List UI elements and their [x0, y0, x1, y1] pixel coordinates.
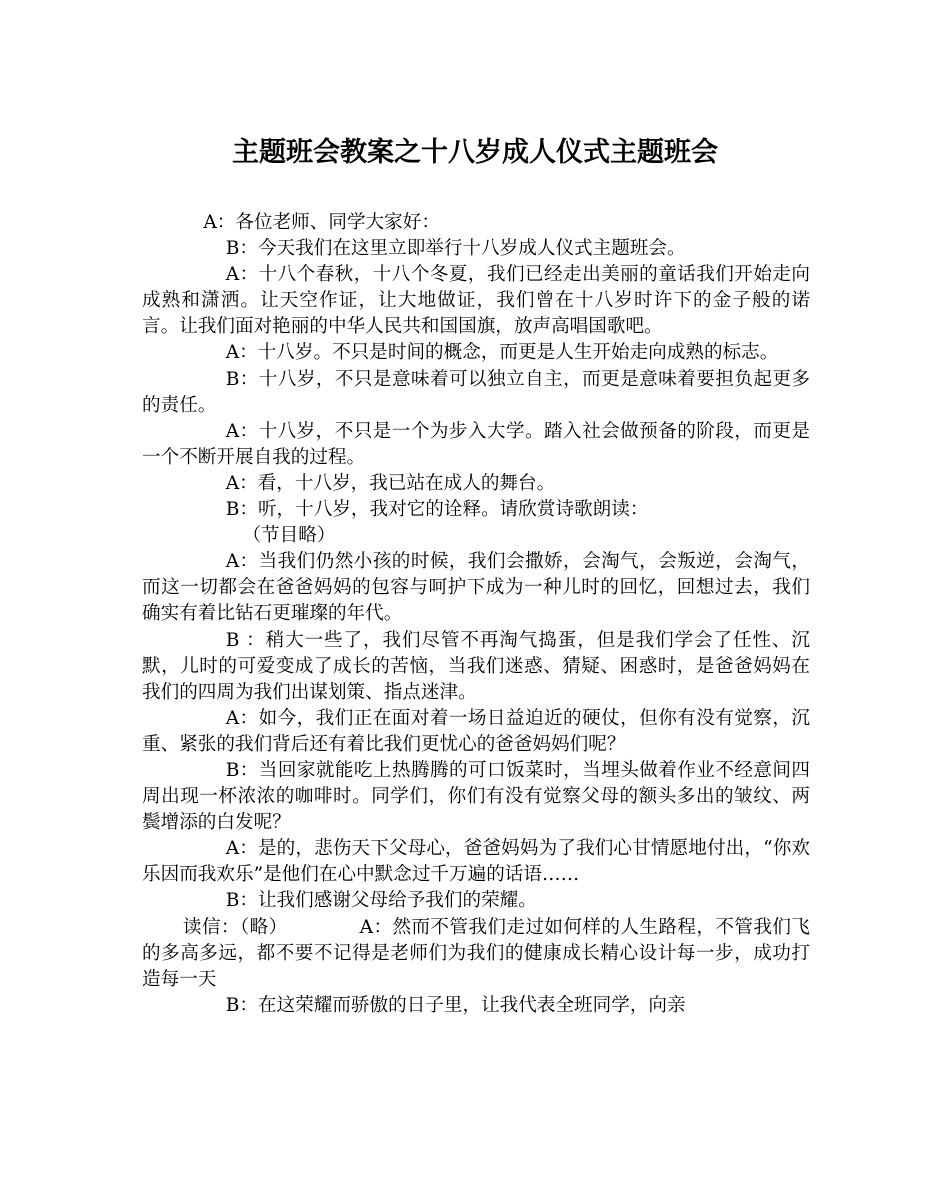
paragraph: A：十八个春秋，十八个冬夏，我们已经走出美丽的童话我们开始走向成熟和潇洒。让天空作证，让大地做证，我们曾在十八岁时许下的金子般的诺言。让我们面对艳丽的中华人民共和国国旗，放声高唱国歌吧。 — [142, 264, 810, 338]
program-note: （节目略） — [242, 525, 336, 547]
paragraph: B：当回家就能吃上热腾腾的可口饭菜时，当埋头做着作业不经意间四周出现一杯浓浓的咖啡时。同学们，你们有没有觉察父母的额头多出的皱纹、两鬓增添的白发呢？ — [142, 759, 810, 834]
paragraph: B：在这荣耀而骄傲的日子里，让我代表全班同学，向亲 — [225, 994, 686, 1016]
paragraph: B：让我们感谢父母给予我们的荣耀。 — [225, 890, 537, 912]
paragraph: A：当我们仍然小孩的时候，我们会撒娇，会淘气，会叛逆，会淘气，而这一切都会在爸爸妈妈的包容与呵护下成为一种儿时的回忆，回想过去，我们确实有着比钻石更璀璨的年代。 — [142, 551, 810, 625]
letter-paragraph — [142, 915, 810, 993]
paragraph: A：看，十八岁，我已站在成人的舞台。 — [225, 472, 556, 494]
paragraph: B ：稍大一些了，我们尽管不再淘气捣蛋，但是我们学会了任性、沉默，儿时的可爱变成了成长的苦恼，当我们迷惑、猜疑、困惑时，是爸爸妈妈在我们的四周为我们出谋划策、指点迷津。 — [142, 629, 810, 703]
paragraph: A：十八岁。不只是时间的概念，而更是人生开始走向成熟的标志。 — [225, 342, 779, 364]
document-body — [142, 210, 810, 1019]
letter-label: 读信：（略） — [182, 916, 288, 938]
paragraph: B：十八岁，不只是意味着可以独立自主，而更是意味着要担负起更多的责任。 — [142, 368, 810, 416]
paragraph: A：十八岁，不只是一个为步入大学。踏入社会做预备的阶段，而更是一个不断开展自我的过程。 — [142, 420, 810, 468]
paragraph: A：是的，悲伤天下父母心，爸爸妈妈为了我们心甘情愿地付出，“你欢乐因而我欢乐”是他们在心中默念过千万遍的话语…… — [142, 838, 810, 886]
paragraph: A：如今，我们正在面对着一场日益迫近的硬仗，但你有没有觉察，沉重、紧张的我们背后还有着比我们更忧心的爸爸妈妈们呢？ — [142, 707, 810, 755]
document-title: 主题班会教案之十八岁成人仪式主题班会 — [232, 137, 718, 168]
paragraph: A：各位老师、同学大家好： — [203, 212, 440, 233]
paragraph: B：今天我们在这里立即举行十八岁成人仪式主题班会。 — [225, 238, 686, 260]
letter-followup: A：然而不管我们走过如何样的人生路程，不管我们飞的多高多远，都不要不记得是老师们为我们的健康成长精心设计每一步，成功打造每一天 — [142, 916, 811, 990]
paragraph: B：听，十八岁，我对它的诠释。请欣赏诗歌朗读： — [225, 499, 649, 521]
